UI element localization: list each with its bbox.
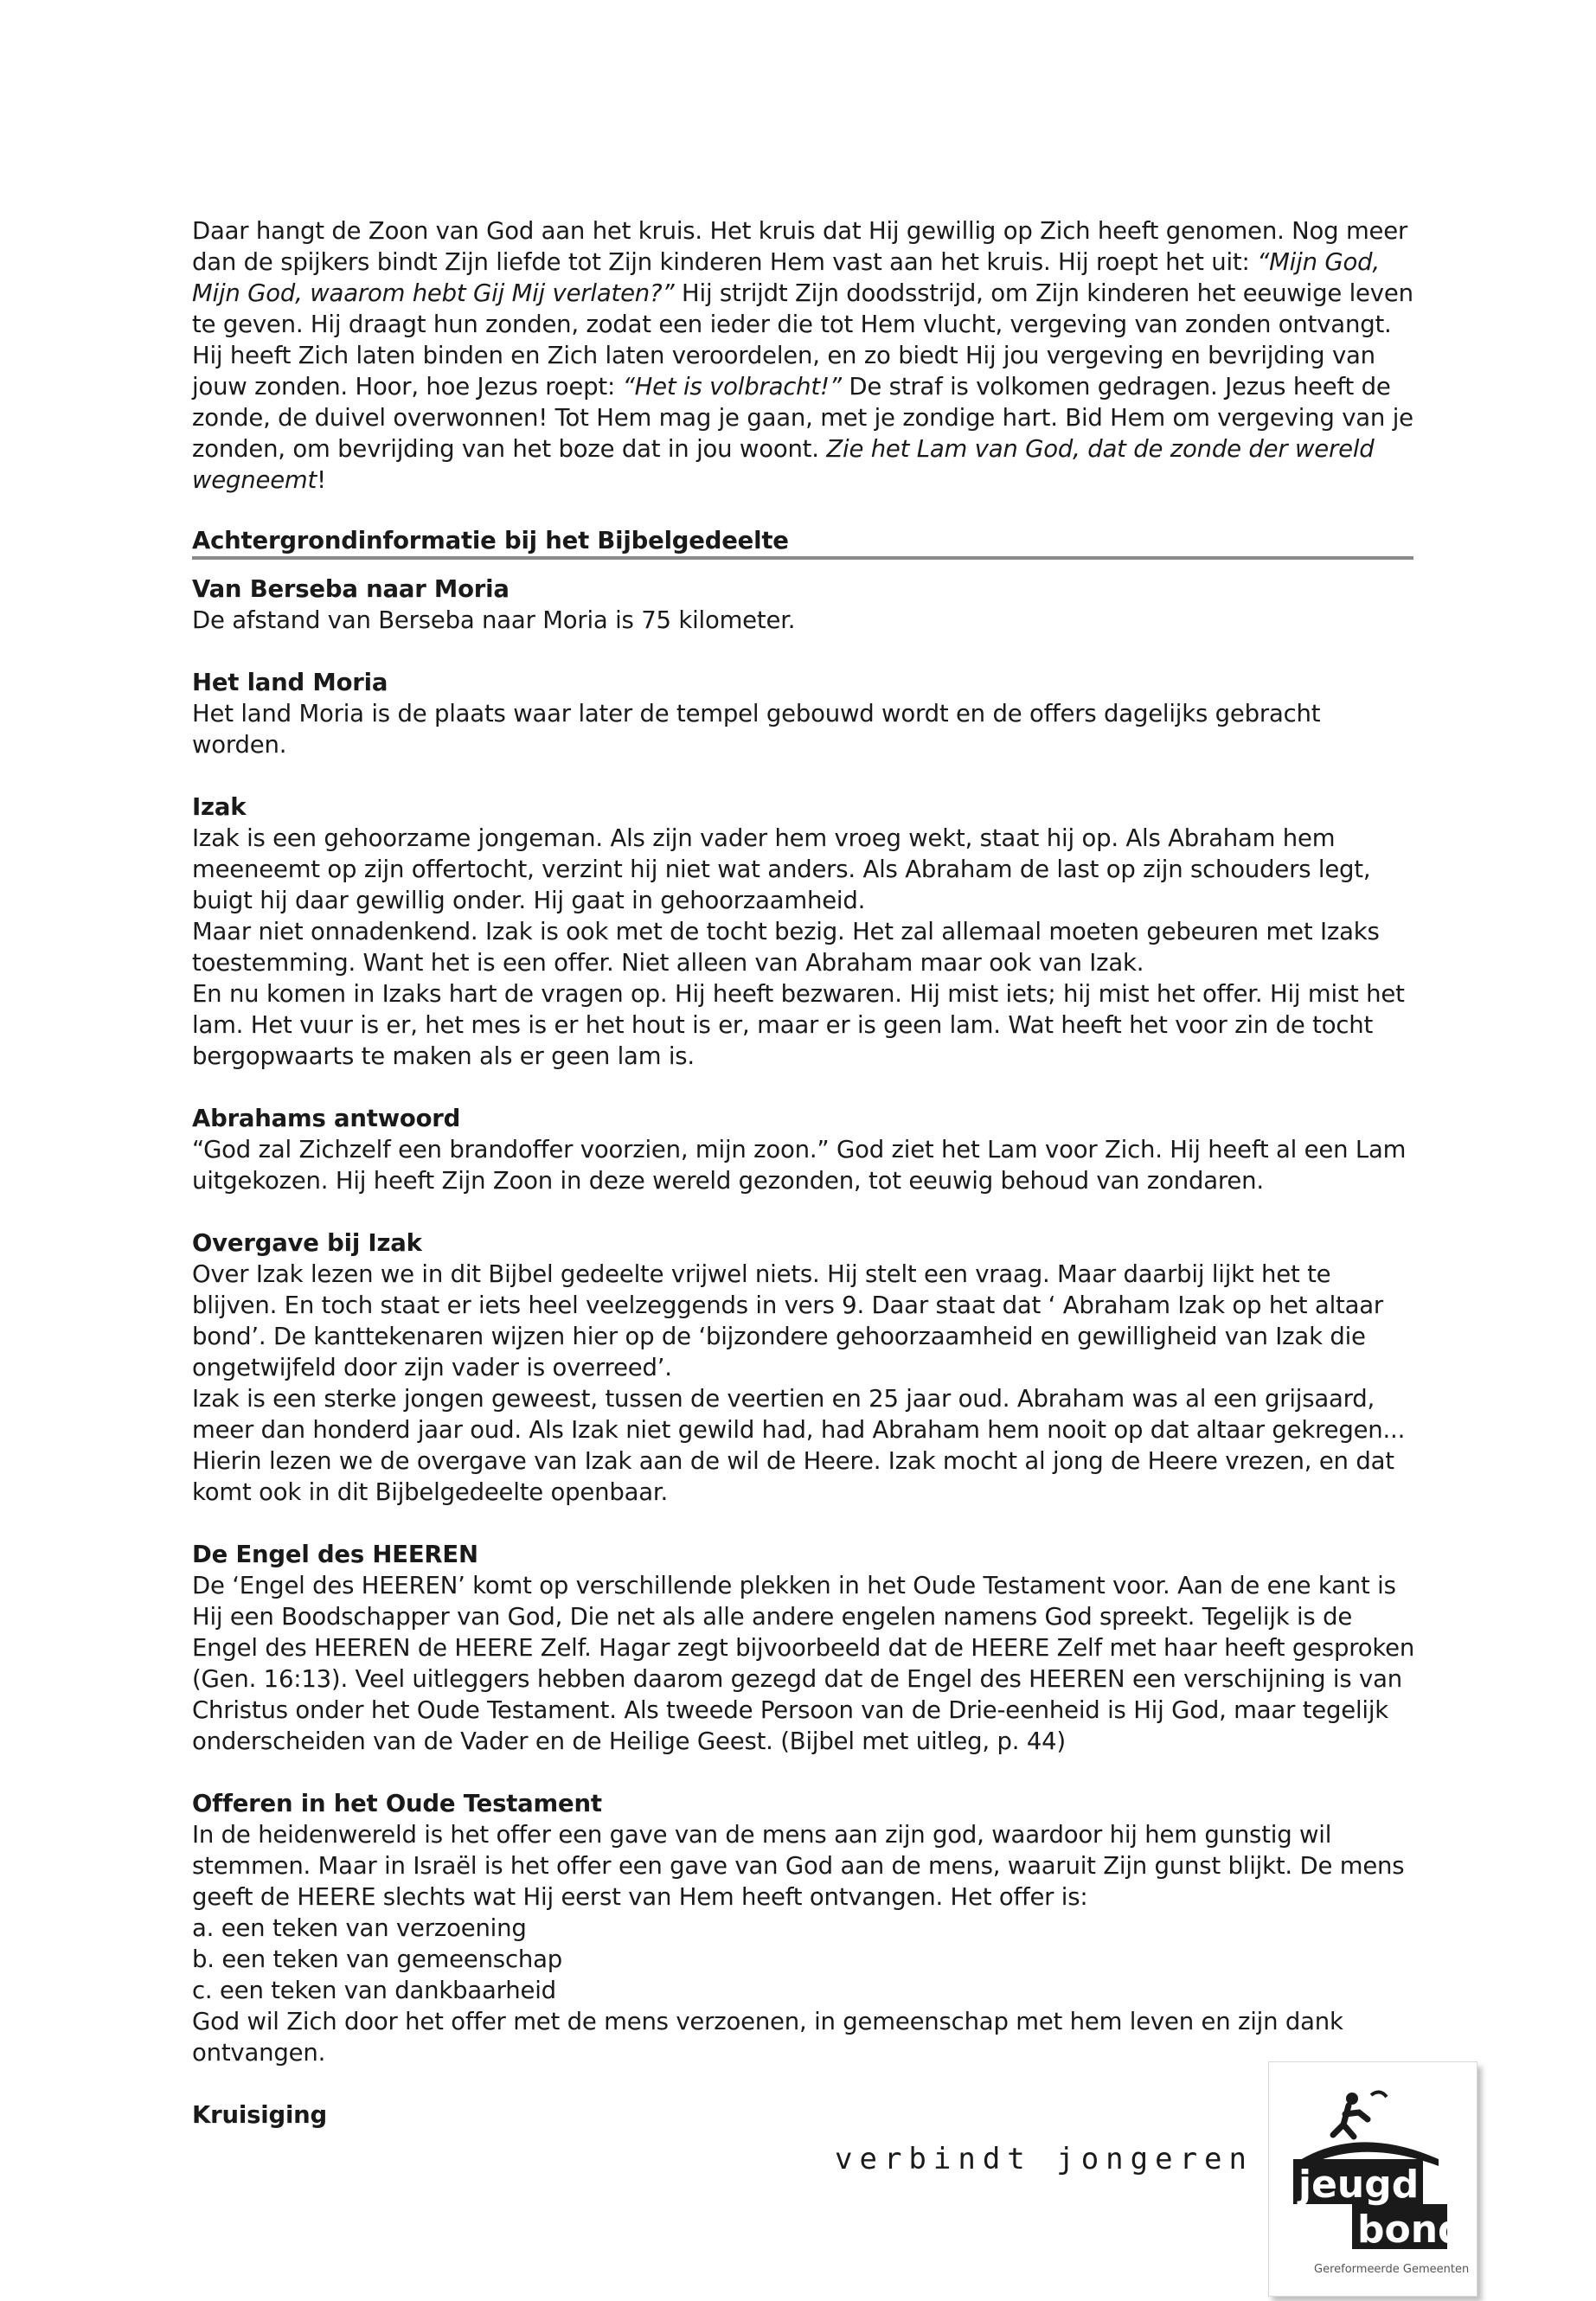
section-paragraph: Hierin lezen we de overgave van Izak aan de wil de Heere. Izak mocht al jong de Heere vrezen, en dat komt ook in dit Bijbelgedeelte openbaar. — [192, 1447, 1394, 1506]
info-section — [192, 1227, 1420, 1508]
section-paragraph: “God zal Zichzelf een brandoffer voorzien, mijn zoon.” God ziet het Lam voor Zich. Hij heeft al een Lam uitgekozen. Hij heeft Zijn Zoon in deze wereld gezonden, tot eeuwig behoud van zondaren. — [192, 1136, 1407, 1195]
intro-quote: “Mijn God, Mijn God, waarom hebt Gij Mij verlaten?” — [192, 248, 1380, 307]
section-title: Van Berseba naar Moria — [192, 575, 510, 603]
section-paragraph: De ‘Engel des HEEREN’ komt op verschillende plekken in het Oude Testament voor. Aan de ene kant is Hij een Boodschapper van God, Die net als alle andere engelen namens God spreekt. Tegelijk is de Engel des HEEREN de HEERE Zelf. Hagar zegt bijvoorbeeld dat de HEERE Zelf met haar heeft gesproken (Gen. 16:13). Veel uitleggers hebben daarom gezegd dat de Engel des HEEREN een verschijning is van Christus onder het Oude Testament. Als tweede Persoon van de Drie-eenheid is Hij God, maar tegelijk onderscheiden van de Vader en de Heilige Geest. (Bijbel met uitleg, p. 44) — [192, 1572, 1415, 1755]
section-paragraph: b. een teken van gemeenschap — [192, 1945, 562, 1973]
info-section — [192, 2099, 1420, 2131]
intro-quote: “Het is volbracht!” — [622, 373, 842, 401]
section-paragraph: Over Izak lezen we in dit Bijbel gedeelte vrijwel niets. Hij stelt een vraag. Maar daarbij lijkt het te blijven. En toch staat er iets heel veelzeggends in vers 9. Daar staat dat ‘ Abraham Izak op het altaar bond’. De kanttekenaren wijzen hier op de ‘bijzondere gehoorzaamheid en gewilligheid van Izak die ongetwijfeld door zijn vader is overreed’. — [192, 1260, 1383, 1381]
intro-text: ! — [317, 466, 326, 494]
section-title: Offeren in het Oude Testament — [192, 1790, 602, 1817]
section-paragraph: a. een teken van verzoening — [192, 1914, 527, 1942]
intro-paragraph — [192, 215, 1420, 496]
section-title: Overgave bij Izak — [192, 1229, 422, 1257]
info-section — [192, 667, 1420, 760]
section-paragraph: Izak is een gehoorzame jongeman. Als zijn vader hem vroeg wekt, staat hij op. Als Abraham hem meeneemt op zijn offertocht, verzint hij niet wat anders. Als Abraham de last op zijn schouders legt, buigt hij daar gewillig onder. Hij gaat in gehoorzaamheid. — [192, 824, 1371, 914]
jeugdbond-logo — [1268, 2061, 1477, 2297]
section-paragraph: Het land Moria is de plaats waar later de tempel gebouwd wordt en de offers dagelijks gebracht worden. — [192, 700, 1321, 759]
logo-caption: Gereformeerde Gemeenten — [1314, 2263, 1470, 2276]
intro-quote: Zie het Lam van God, dat de zonde der wereld wegneemt — [192, 435, 1375, 494]
section-paragraph: c. een teken van dankbaarheid — [192, 1977, 556, 2004]
info-section — [192, 1788, 1420, 2068]
intro-text: Daar hangt de Zoon van God aan het kruis. Het kruis dat Hij gewillig op Zich heeft genomen. Nog meer dan de spijkers bindt Zijn liefde tot Zijn kinderen Hem vast aan het kruis. Hij roept het uit: — [192, 217, 1408, 276]
logo-graphic — [1269, 2062, 1477, 2296]
section-paragraph: Izak is een sterke jongen geweest, tussen de veertien en 25 jaar oud. Abraham was al een grijsaard, meer dan honderd jaar oud. Als Izak niet gewild had, had Abraham hem nooit op dat altaar gekregen... — [192, 1385, 1406, 1444]
info-section — [192, 792, 1420, 1072]
section-paragraph: En nu komen in Izaks hart de vragen op. Hij heeft bezwaren. Hij mist iets; hij mist het offer. Hij mist het lam. Het vuur is er, het mes is er het hout is er, maar er is geen lam. Wat heeft het voor zin de tocht bergopwaarts te maken als er geen lam is. — [192, 980, 1405, 1070]
section-title: De Engel des HEEREN — [192, 1541, 478, 1568]
intro-text: De straf is volkomen gedragen. Jezus heeft de zonde, de duivel overwonnen! Tot Hem mag je gaan, met je zondige hart. Bid Hem om vergeving van je zonden, om bevrijding van het boze dat in jou woont. — [192, 373, 1413, 463]
info-section — [192, 1539, 1420, 1757]
info-section — [192, 1103, 1420, 1196]
sections-container — [192, 574, 1420, 2131]
footer-tagline: verbindt jongeren — [835, 2142, 1253, 2176]
section-paragraph: God wil Zich door het offer met de mens verzoenen, in gemeenschap met hem leven en zijn dank ontvangen. — [192, 2008, 1343, 2067]
section-title: Izak — [192, 793, 247, 821]
logo-word-bottom: bond — [1357, 2208, 1465, 2252]
section-title: Abrahams antwoord — [192, 1105, 461, 1132]
heading-divider — [192, 556, 1413, 560]
section-title: Het land Moria — [192, 669, 388, 696]
info-section — [192, 574, 1420, 636]
section-paragraph: De afstand van Berseba naar Moria is 75 kilometer. — [192, 606, 796, 634]
section-heading: Achtergrondinformatie bij het Bijbelgedeelte — [192, 527, 789, 554]
intro-text: Hij strijdt Zijn doodsstrijd, om Zijn kinderen het eeuwige leven te geven. Hij draagt hun zonden, zodat een ieder die tot Hem vlucht, vergeving van zonden ontvangt. Hij heeft Zich laten binden en Zich laten veroordelen, en zo biedt Hij jou vergeving en bevrijding van jouw zonden. Hoor, hoe Jezus roept: — [192, 279, 1413, 401]
document-body — [192, 215, 1420, 2131]
section-paragraph: In de heidenwereld is het offer een gave van de mens aan zijn god, waardoor hij hem gunstig wil stemmen. Maar in Israël is het offer een gave van God aan de mens, waaruit Zijn gunst blijkt. De mens geeft de HEERE slechts wat Hij eerst van Hem heeft ontvangen. Het offer is: — [192, 1821, 1405, 1911]
section-title: Kruisiging — [192, 2101, 328, 2129]
logo-word-top: jeugd — [1298, 2163, 1420, 2207]
section-paragraph: Maar niet onnadenkend. Izak is ook met de tocht bezig. Het zal allemaal moeten gebeuren met Izaks toestemming. Want het is een offer. Niet alleen van Abraham maar ook van Izak. — [192, 918, 1380, 977]
